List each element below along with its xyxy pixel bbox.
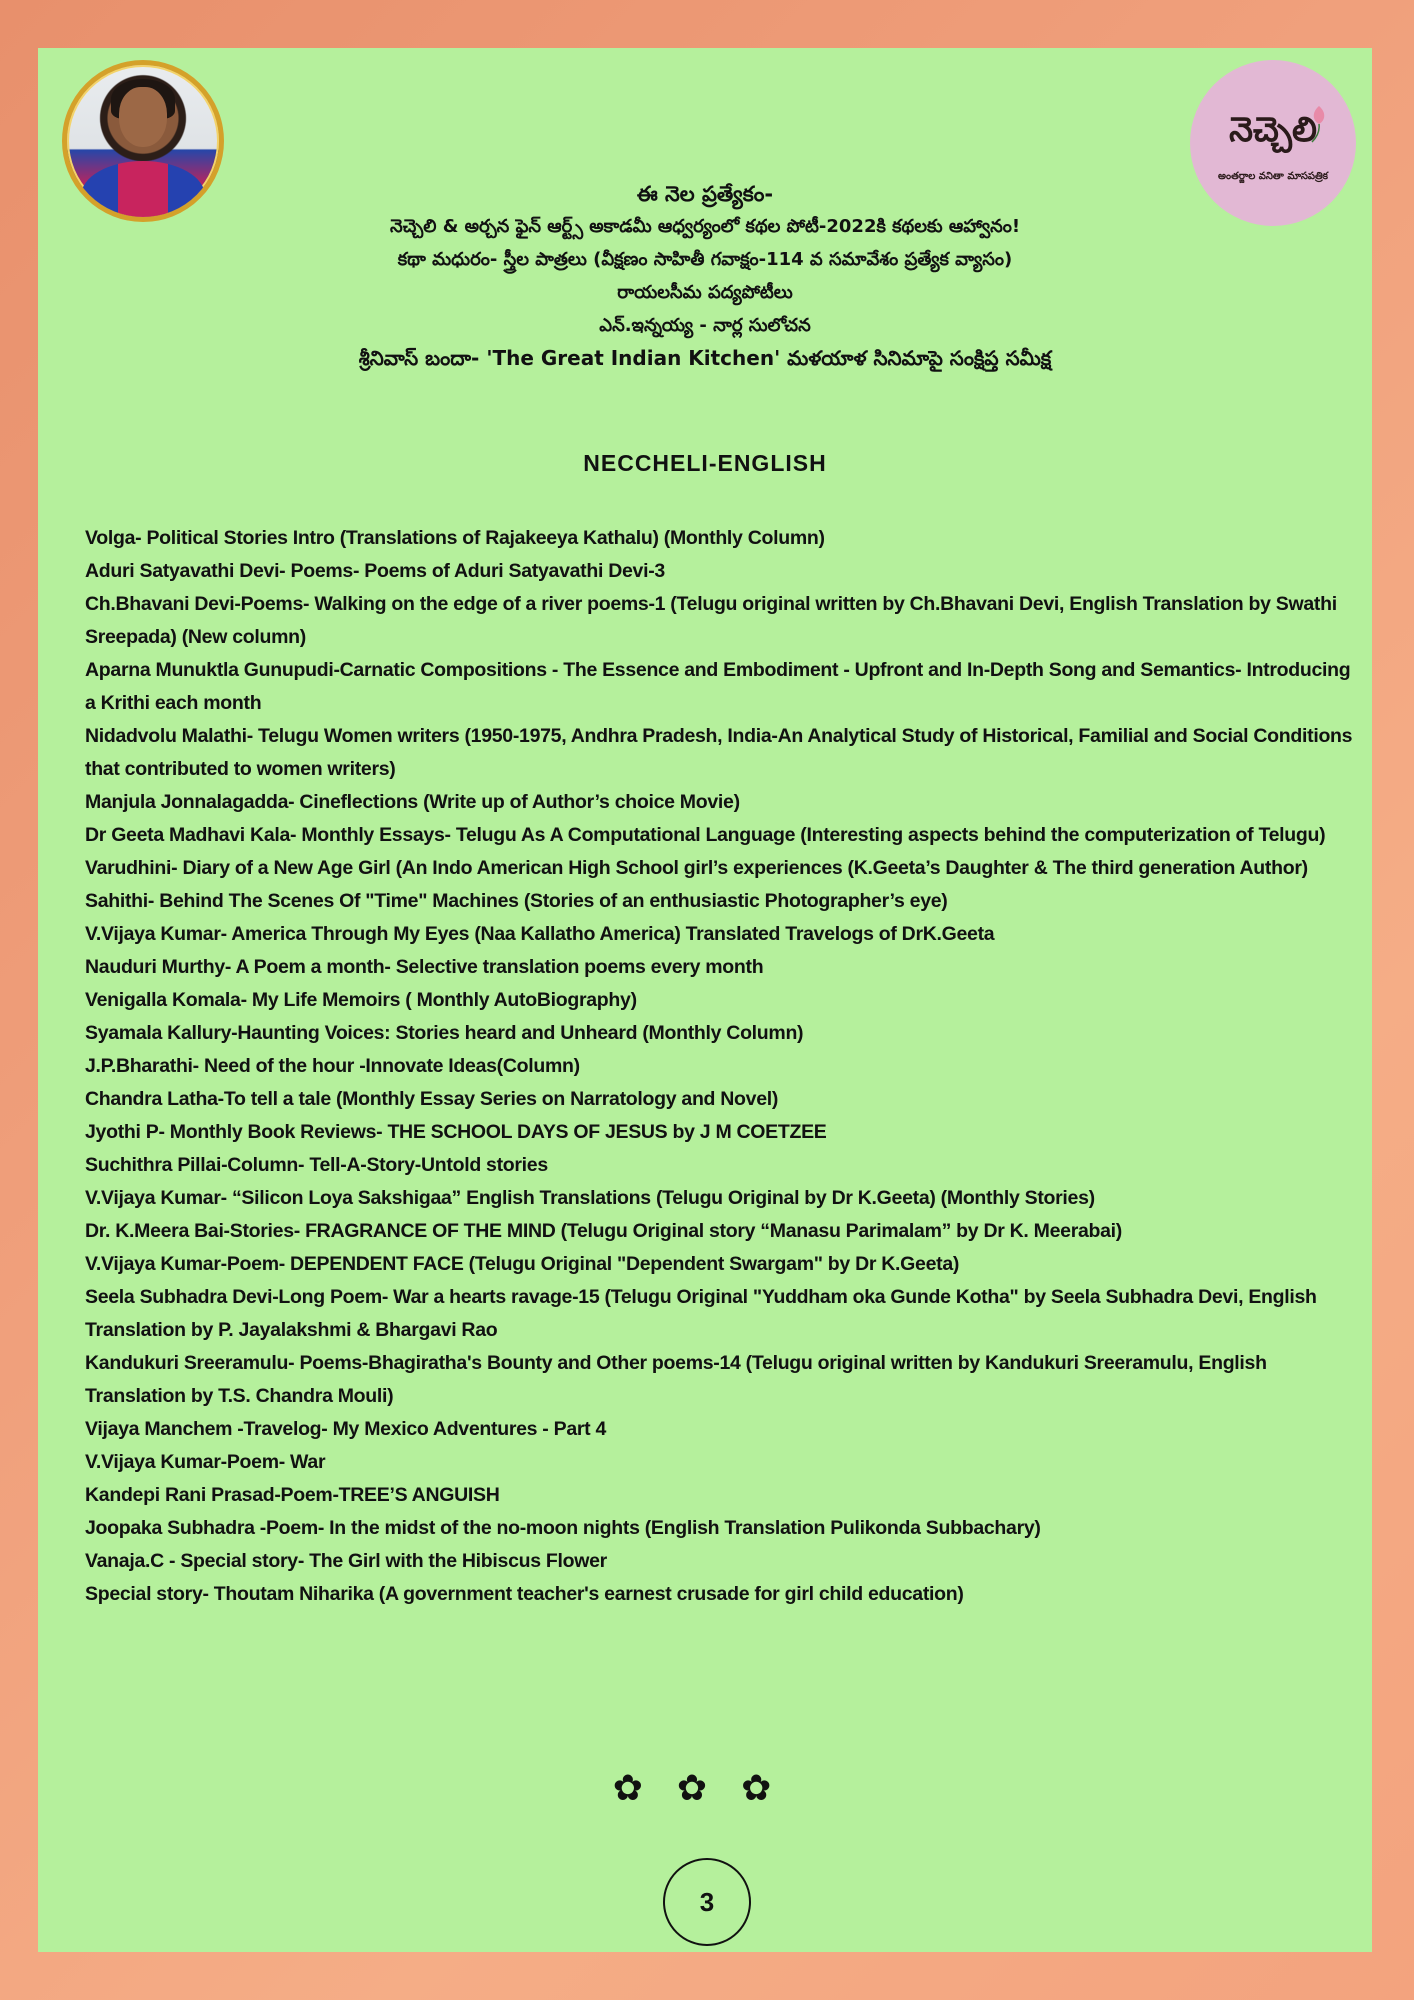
special-line: నెచ్చెలి & అర్చన ఫైన్ ఆర్ట్స్ అకాడమీ ఆధ్వర్యంలో కథల పోటీ-2022కి కథలకు ఆహ్వానం! [389,216,1021,237]
list-item: Nauduri Murthy- A Poem a month- Selective translation poems every month [85,956,764,978]
special-line: ఎన్.ఇన్నయ్య - నార్ల సులోచన [599,315,811,336]
logo-subtitle: అంతర్జాల వనితా మాసపత్రిక [1218,171,1328,182]
list-item: Kandepi Rani Prasad-Poem-TREE’S ANGUISH [85,1484,500,1506]
section-title: NECCHELI-ENGLISH [583,450,827,476]
list-item: Dr Geeta Madhavi Kala- Monthly Essays- Telugu As A Computational Language (Interesting aspects behind the computerization of Telugu) [85,824,1326,846]
list-item: Vijaya Manchem -Travelog- My Mexico Adventures - Part 4 [85,1418,607,1440]
list-item: V.Vijaya Kumar-Poem- War [85,1451,326,1473]
list-item: Vanaja.C - Special story- The Girl with the Hibiscus Flower [85,1550,607,1572]
list-item: Nidadvolu Malathi- Telugu Women writers (1950-1975, Andhra Pradesh, India-An Analytical Study of Historical, Familial and Social Conditions that contributed to women writers) [85,725,1353,780]
logo-title: నెచ్చెలి [1229,110,1317,150]
special-line: రాయలసీమ పద్యపోటీలు [617,282,793,303]
list-item: V.Vijaya Kumar- “Silicon Loya Sakshigaa” English Translations (Telugu Original by Dr K.Geeta) (Monthly Stories) [85,1187,1095,1209]
list-item: J.P.Bharathi- Need of the hour -Innovate Ideas(Column) [85,1055,580,1077]
list-item: Aparna Munuktla Gunupudi-Carnatic Compositions - The Essence and Embodiment - Upfront and In-Depth Song and Semantics- Introducing a Krithi each month [85,659,1351,714]
list-item: Seela Subhadra Devi-Long Poem- War a hearts ravage-15 (Telugu Original "Yuddham oka Gunde Kotha" by Seela Subhadra Devi, English Translation by P. Jayalakshmi & Bhargavi Rao [85,1286,1317,1341]
special-heading: ఈ నెల ప్రత్యేకం- [636,182,774,206]
list-item: Special story- Thoutam Niharika (A government teacher's earnest crusade for girl child education) [85,1583,964,1605]
special-line: కథా మధురం- స్త్రీల పాత్రలు (వీక్షణం సాహితీ గవాక్షం-114 వ సమావేశం ప్రత్యేక వ్యాసం) [397,249,1013,270]
list-item: Syamala Kallury-Haunting Voices: Stories heard and Unheard (Monthly Column) [85,1022,804,1044]
list-item: Sahithi- Behind The Scenes Of "Time" Machines (Stories of an enthusiastic Photographer’s eye) [85,890,948,912]
ornament-divider [38,1768,1372,1809]
magazine-page [38,48,1372,1952]
monthly-special-block [38,178,1372,375]
list-item: Chandra Latha-To tell a tale (Monthly Essay Series on Narratology and Novel) [85,1088,779,1110]
list-item: Venigalla Komala- My Life Memoirs ( Monthly AutoBiography) [85,989,637,1011]
contents-list [85,522,1355,1611]
list-item: Manjula Jonnalagadda- Cineflections (Write up of Author’s choice Movie) [85,791,740,813]
list-item: Ch.Bhavani Devi-Poems- Walking on the edge of a river poems-1 (Telugu original written by Ch.Bhavani Devi, English Translation by Swathi Sreepada) (New column) [85,593,1337,648]
list-item: Suchithra Pillai-Column- Tell-A-Story-Untold stories [85,1154,548,1176]
list-item: Jyothi P- Monthly Book Reviews- THE SCHOOL DAYS OF JESUS by J M COETZEE [85,1121,827,1143]
flower-ornament-icon: ✿ [676,1768,734,1809]
flower-ornament-icon: ✿ [741,1768,798,1809]
list-item: Joopaka Subhadra -Poem- In the midst of the no-moon nights (English Translation Pulikonda Subbachary) [85,1517,1041,1539]
special-line: శ్రీనివాస్ బందా- 'The Great Indian Kitchen' మళయాళ సినిమాపై సంక్షిప్త సమీక్ష [358,346,1052,370]
list-item: Varudhini- Diary of a New Age Girl (An Indo American High School girl’s experiences (K.Geeta’s Daughter & The third generation Author) [85,857,1308,879]
list-item: Dr. K.Meera Bai-Stories- FRAGRANCE OF THE MIND (Telugu Original story “Manasu Parimalam” by Dr K. Meerabai) [85,1220,1122,1242]
list-item: Aduri Satyavathi Devi- Poems- Poems of Aduri Satyavathi Devi-3 [85,560,665,582]
list-item: V.Vijaya Kumar- America Through My Eyes (Naa Kallatho America) Translated Travelogs of DrK.Geeta [85,923,995,945]
list-item: Volga- Political Stories Intro (Translations of Rajakeeya Kathalu) (Monthly Column) [85,527,825,549]
list-item: V.Vijaya Kumar-Poem- DEPENDENT FACE (Telugu Original "Dependent Swargam" by Dr K.Geeta) [85,1253,960,1275]
list-item: Kandukuri Sreeramulu- Poems-Bhagiratha's Bounty and Other poems-14 (Telugu original written by Kandukuri Sreeramulu, English Translation by T.S. Chandra Mouli) [85,1352,1267,1407]
page-number: 3 [663,1858,751,1946]
flower-ornament-icon: ✿ [612,1768,669,1809]
